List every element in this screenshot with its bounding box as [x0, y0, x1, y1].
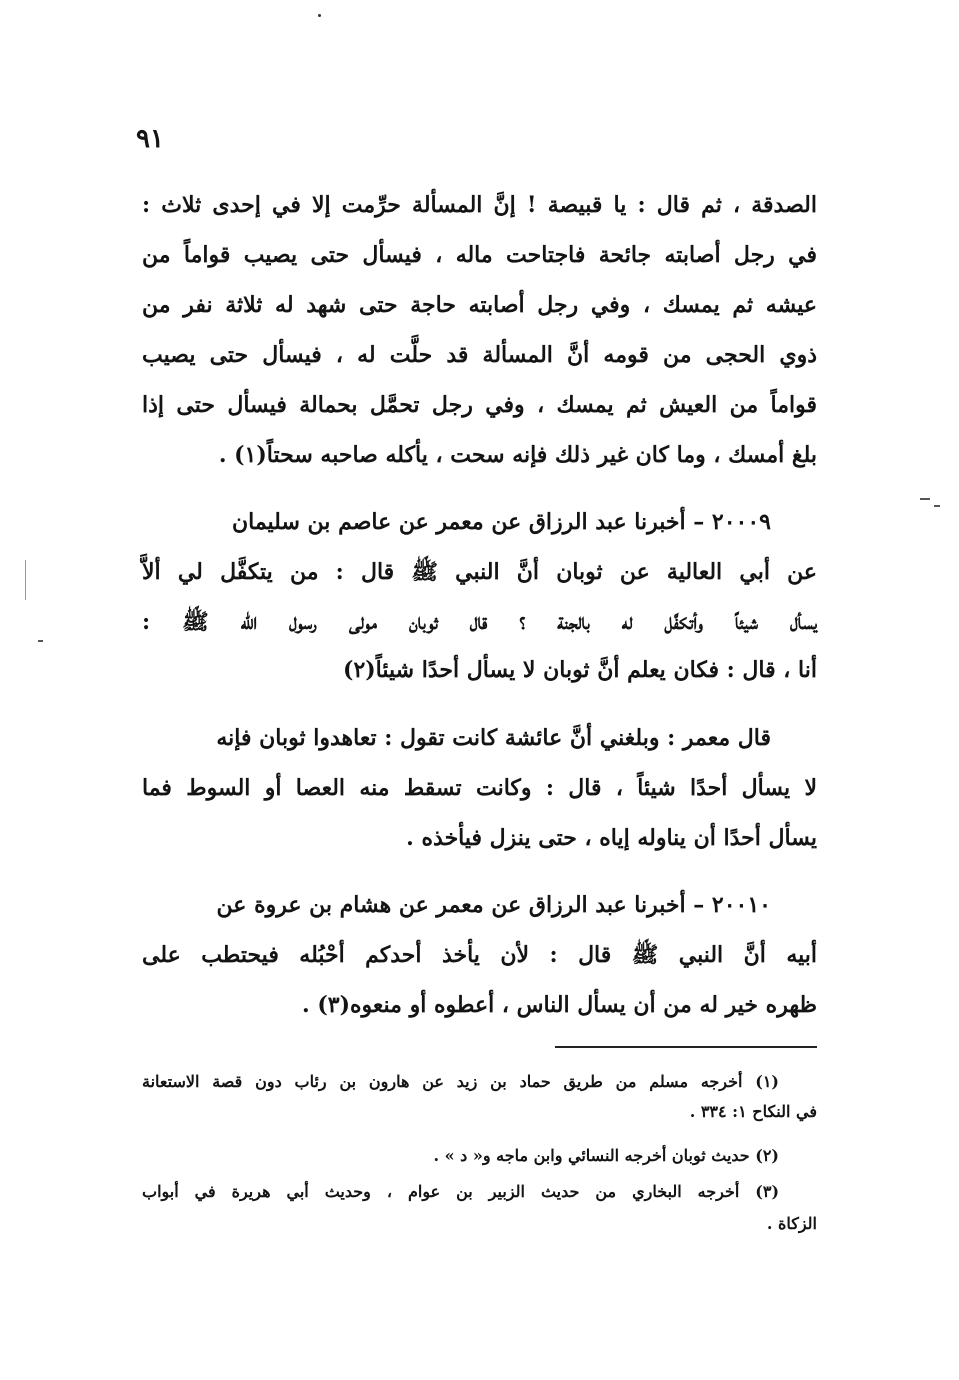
- footnote-2: (٢) حديث ثوبان أخرجه النسائي وابن ماجه و« د » .: [433, 1146, 779, 1165]
- text-line: بلغ أمسك ، وما كان غير ذلك فإنه سحت ، يأكله صاحبه سحتاً(١) .: [218, 442, 817, 468]
- text-line: قواماً من العيش ثم يمسك ، وفي رجل تحمَّل بحمالة فيسأل حتى إذا: [142, 392, 817, 418]
- footnote-3-continuation: الزكاة .: [766, 1214, 817, 1233]
- scan-speck: [920, 498, 930, 500]
- text-line: قال معمر : وبلغني أنَّ عائشة كانت تقول : تعاهدوا ثوبان فإنه: [216, 725, 771, 751]
- scan-speck: [318, 14, 321, 17]
- text-line: يسأل أحدًا أن يناوله إياه ، حتى ينزل فيأخذه .: [406, 825, 817, 851]
- scan-edge-mark: [25, 560, 26, 600]
- text-line: ظهره خير له من أن يسأل الناس ، أعطوه أو منعوه(٣) .: [302, 992, 817, 1018]
- text-line: أنا ، قال : فكان يعلم أنَّ ثوبان لا يسأل أحدًا شيئاً(٢): [343, 657, 817, 683]
- footnote-3: (٣) أخرجه البخاري من حديث الزبير بن عوام ، وحديث أبي هريرة في أبواب: [142, 1182, 780, 1201]
- scan-speck: [38, 640, 43, 642]
- footnote-1-continuation: في النكاح ١: ٣٣٤ .: [689, 1102, 817, 1121]
- page-number: ٩١: [136, 124, 164, 154]
- hadith-20009-first-line: ٢٠٠٠٩ – أخبرنا عبد الرزاق عن معمر عن عاصم بن سليمان: [231, 509, 771, 535]
- text-line: يسأل شيئاً وأتكفَّل له بالجنة ؟ قال ثوبان مولى رسول الله ﷺ :: [142, 609, 817, 635]
- text-line: عن أبي العالية عن ثوبان أنَّ النبي ﷺ قال : من يتكفَّل لي ألاَّ: [142, 559, 817, 585]
- hadith-20010-first-line: ٢٠٠١٠ – أخبرنا عبد الرزاق عن معمر عن هشام بن عروة عن: [216, 892, 771, 918]
- text-line: ذوي الحجى من قومه أنَّ المسألة قد حلَّت له ، فيسأل حتى يصيب: [142, 342, 817, 368]
- text-line: أبيه أنَّ النبي ﷺ قال : لأن يأخذ أحدكم أحْبُله فيحتطب على: [142, 942, 817, 968]
- scan-speck: [934, 505, 940, 507]
- text-line: لا يسأل أحدًا شيئاً ، قال : وكانت تسقط منه العصا أو السوط فما: [142, 775, 817, 801]
- footnote-separator: [555, 1046, 817, 1048]
- text-line: عيشه ثم يمسك ، وفي رجل أصابته حاجة حتى شهد له ثلاثة نفر من: [142, 292, 817, 318]
- text-line: في رجل أصابته جائحة فاجتاحت ماله ، فيسأل حتى يصيب قواماً من: [142, 242, 817, 268]
- footnote-1: (١) أخرجه مسلم من طريق حماد بن زيد عن هارون بن رئاب دون قصة الاستعانة: [142, 1072, 779, 1091]
- text-line: الصدقة ، ثم قال : يا قبيصة ! إنَّ المسألة حرِّمت إلا في إحدى ثلاث :: [142, 192, 817, 218]
